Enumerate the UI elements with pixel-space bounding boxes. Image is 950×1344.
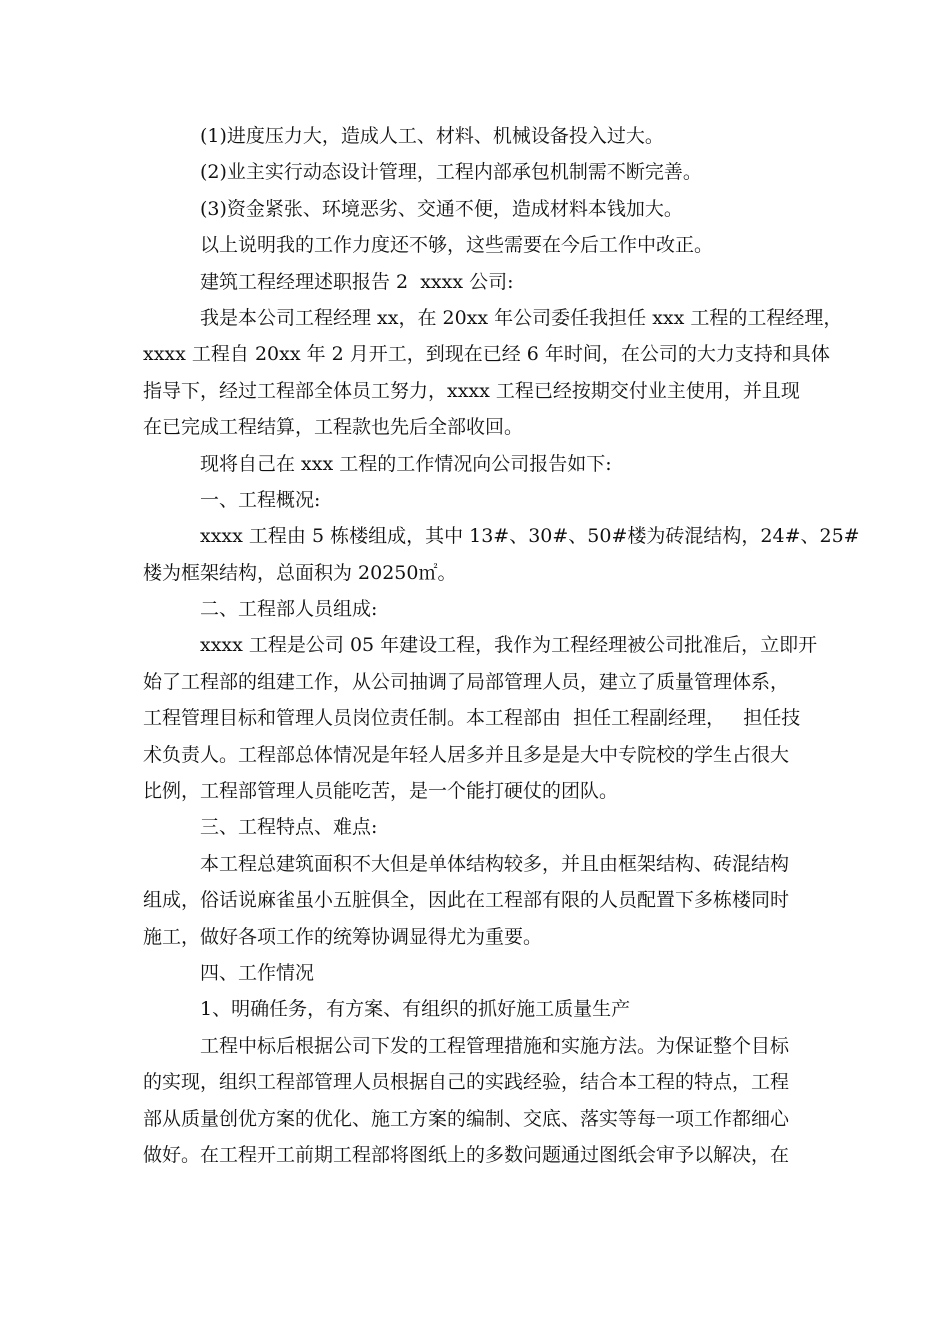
paragraph-line: 建筑工程经理述职报告 2 xxxx 公司: — [200, 270, 514, 293]
paragraph-line: 四、工作情况 — [200, 961, 315, 984]
paragraph-line: 比例，工程部管理人员能吃苦，是一个能打硬仗的团队。 — [143, 780, 619, 803]
paragraph-line: 现将自己在 xxx 工程的工作情况向公司报告如下: — [200, 452, 612, 475]
paragraph-line: 做好。在工程开工前期工程部将图纸上的多数问题通过图纸会审予以解决，在 — [143, 1143, 790, 1166]
paragraph-line: 在已完成工程结算，工程款也先后全部收回。 — [143, 416, 524, 439]
paragraph-line: 工程管理目标和管理人员岗位责任制。本工程部由 担任工程副经理， 担任技 — [143, 707, 801, 730]
document-body — [143, 118, 860, 1173]
paragraph-line: xxxx 工程是公司 05 年建设工程，我作为工程经理被公司批准后，立即开 — [200, 634, 818, 657]
paragraph-line: 以上说明我的工作力度还不够，这些需要在今后工作中改正。 — [200, 234, 714, 257]
paragraph-line: 楼为框架结构，总面积为 20250㎡。 — [143, 561, 457, 584]
paragraph-line: 本工程总建筑面积不大但是单体结构较多，并且由框架结构、砖混结构 — [200, 852, 790, 875]
paragraph-line: 一、工程概况: — [200, 488, 321, 511]
paragraph-line: 组成，俗话说麻雀虽小五脏俱全，因此在工程部有限的人员配置下多栋楼同时 — [143, 889, 790, 912]
paragraph-line: 我是本公司工程经理 xx，在 20xx 年公司委任我担任 xxx 工程的工程经理， — [200, 306, 843, 329]
paragraph-line: 的实现，组织工程部管理人员根据自己的实践经验，结合本工程的特点，工程 — [143, 1071, 790, 1094]
paragraph-line: 部从质量创优方案的优化、施工方案的编制、交底、落实等每一项工作都细心 — [143, 1107, 790, 1130]
paragraph-line: (3)资金紧张、环境恶劣、交通不便，造成材料本钱加大。 — [200, 197, 683, 220]
paragraph-line: xxxx 工程由 5 栋楼组成，其中 13#、30#、50#楼为砖混结构，24#、25# — [200, 525, 860, 548]
paragraph-line: 指导下，经过工程部全体员工努力，xxxx 工程已经按期交付业主使用，并且现 — [143, 379, 800, 402]
paragraph-line: 工程中标后根据公司下发的工程管理措施和实施方法。为保证整个目标 — [200, 1034, 790, 1057]
paragraph-line: 术负责人。工程部总体情况是年轻人居多并且多是是大中专院校的学生占很大 — [143, 743, 790, 766]
paragraph-line: 三、工程特点、难点: — [200, 816, 378, 839]
paragraph-line: 施工，做好各项工作的统筹协调显得尤为重要。 — [143, 925, 543, 948]
paragraph-line: (1)进度压力大，造成人工、材料、机械设备投入过大。 — [200, 125, 664, 147]
paragraph-line: (2)业主实行动态设计管理，工程内部承包机制需不断完善。 — [200, 161, 702, 184]
paragraph-line: 始了工程部的组建工作，从公司抽调了局部管理人员，建立了质量管理体系， — [143, 670, 790, 693]
paragraph-line: 二、工程部人员组成: — [200, 598, 378, 621]
paragraph-line: xxxx 工程自 20xx 年 2 月开工，到现在已经 6 年时间，在公司的大力支持和具体 — [143, 343, 830, 366]
paragraph-line: 1、明确任务，有方案、有组织的抓好施工质量生产 — [200, 998, 631, 1021]
